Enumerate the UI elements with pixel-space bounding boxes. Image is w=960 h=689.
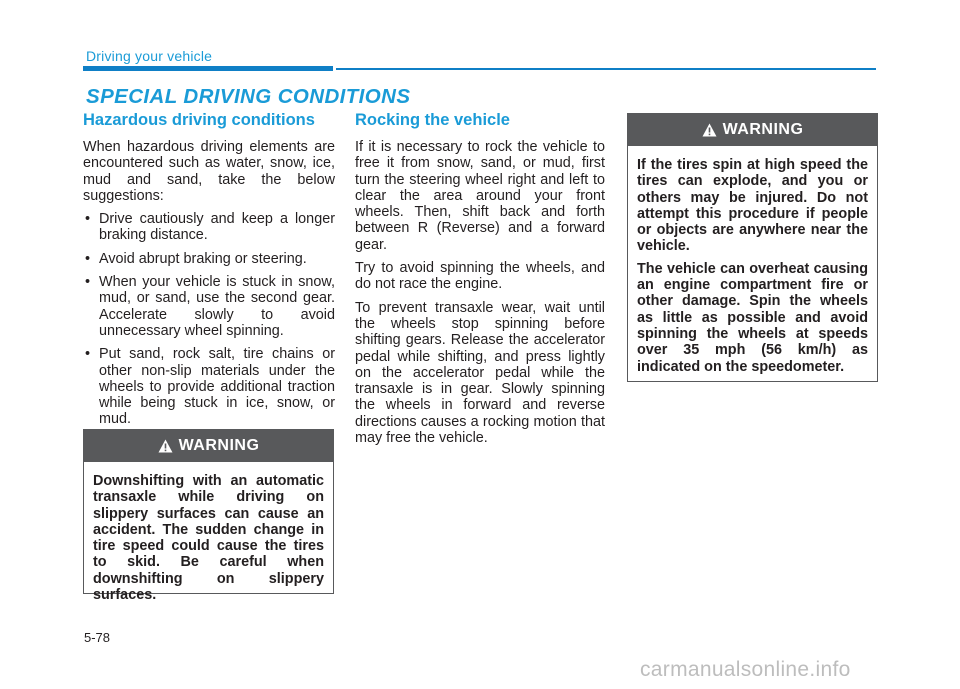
warning-paragraph: If the tires spin at high speed the tires can explode, and you or others may be injured. Do not attempt this procedure if people or objects are anywhere near the vehicle. <box>637 157 868 255</box>
rocking-paragraph: To prevent transaxle wear, wait until the wheels stop spinning before shifting gears. Release the accelerator pedal while shifting, and press lightly on the accelerator pedal while the transaxle is in gear. Slowly spinning the wheels in forward and reverse directions causes a rocking motion that may free the vehicle. <box>355 299 605 447</box>
warning-header <box>84 430 333 462</box>
warning-body <box>628 146 877 389</box>
warning-triangle-icon <box>702 123 717 137</box>
list-item-text: Put sand, rock salt, tire chains or other non-slip materials under the wheels to provide additional traction while being stuck in ice, snow, or mud. <box>99 346 335 428</box>
hazardous-heading: Hazardous driving conditions <box>83 111 315 129</box>
page-number: 5-78 <box>84 630 111 645</box>
bullet-glyph: • <box>85 346 91 363</box>
bullet-glyph: • <box>85 211 91 228</box>
warning-title: WARNING <box>178 437 260 454</box>
rocking-heading: Rocking the vehicle <box>355 111 510 129</box>
warning-body <box>84 462 333 617</box>
header-rule-thick <box>83 66 333 71</box>
warning-box-downshifting <box>83 429 334 604</box>
bullet-glyph: • <box>85 250 91 267</box>
rocking-paragraph: If it is necessary to rock the vehicle to free it from snow, sand, or mud, first turn the steering wheel right and left to clear the area around your front wheels. Then, shift back and forth between R (Reverse) and a forward gear. <box>355 139 605 253</box>
section-label: Driving your vehicle <box>86 48 213 64</box>
column-hazardous <box>83 110 335 435</box>
hazardous-intro: When hazardous driving elements are encountered such as water, snow, ice, mud and sand, take the below suggestions: <box>83 139 335 204</box>
list-item <box>83 274 335 339</box>
list-item-text: Drive cautiously and keep a longer braking distance. <box>99 211 335 244</box>
list-item <box>83 211 335 244</box>
list-item <box>83 346 335 427</box>
warning-box-tire-spin <box>627 113 878 382</box>
warning-triangle-icon <box>158 439 173 453</box>
watermark: carmanualsonline.info <box>640 658 851 681</box>
rocking-paragraph: Try to avoid spinning the wheels, and do not race the engine. <box>355 260 605 293</box>
hazardous-bullet-list <box>83 211 335 428</box>
bullet-glyph: • <box>85 274 91 291</box>
list-item <box>83 251 335 267</box>
warning-title: WARNING <box>722 121 804 138</box>
list-item-text: When your vehicle is stuck in snow, mud, or sand, use the second gear. Accelerate slowly to avoid unnecessary wheel spinning. <box>99 274 335 339</box>
page-title: SPECIAL DRIVING CONDITIONS <box>86 85 411 108</box>
column-rocking <box>355 110 605 453</box>
list-item-text: Avoid abrupt braking or steering. <box>99 250 307 267</box>
header-rule-thin <box>336 68 876 70</box>
warning-paragraph: The vehicle can overheat causing an engine compartment fire or other damage. Spin the wheels as little as possible and avoid spinning the wheels at speeds over 35 mph (56 km/h) as indicated on the speedometer. <box>637 260 868 375</box>
warning-text: Downshifting with an automatic transaxle while driving on slippery surfaces can cause an accident. The sudden change in tire speed could cause the tires to skid. Be careful when downshifting on slippery surfaces. <box>93 473 324 604</box>
warning-header <box>628 114 877 146</box>
